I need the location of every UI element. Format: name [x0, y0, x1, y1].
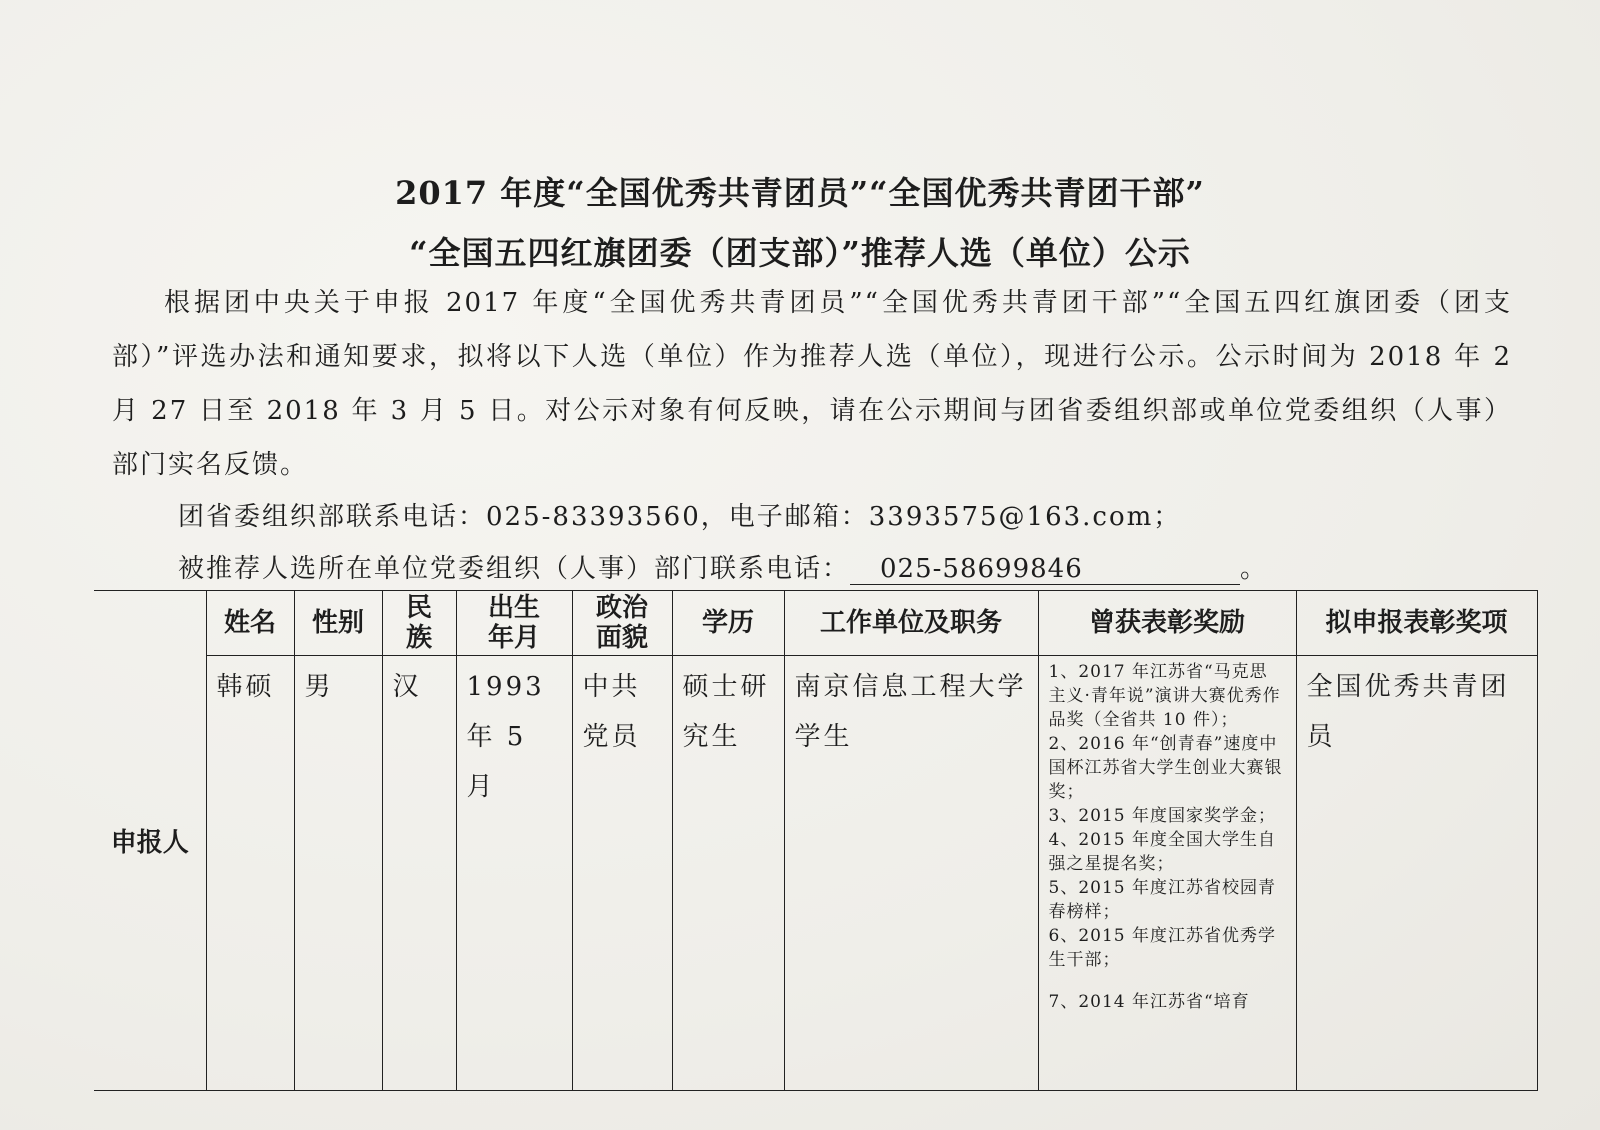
unit-contact-phone: 025-58699846 — [850, 554, 1240, 585]
award-item: 7、2014 年江苏省“培育 — [1048, 992, 1250, 1012]
cell-ethnicity: 汉 — [382, 656, 456, 1091]
award-item: 6、2015 年度江苏省优秀学生干部； — [1048, 926, 1276, 970]
table-header-row — [94, 591, 1537, 656]
cell-political: 中共党员 — [572, 656, 672, 1091]
award-item: 5、2015 年度江苏省校园青春榜样； — [1048, 878, 1276, 922]
cell-name: 韩硕 — [206, 656, 294, 1091]
header-awards: 曾获表彰奖励 — [1038, 591, 1296, 656]
award-spacer — [1049, 972, 1286, 990]
table-row — [94, 656, 1537, 1091]
unit-contact-label: 被推荐人选所在单位党委组织（人事）部门联系电话： — [178, 554, 851, 584]
award-item: 3、2015 年度国家奖学金； — [1048, 806, 1276, 826]
page-title-line1: 2017 年度“全国优秀共青团员”“全国优秀共青团干部” — [395, 174, 1205, 212]
header-name: 姓名 — [206, 591, 294, 656]
header-ethnicity: 民族 — [382, 591, 456, 656]
unit-contact-line — [178, 548, 1268, 585]
header-gender: 性别 — [294, 591, 382, 656]
header-political: 政治面貌 — [572, 591, 672, 656]
notice-paragraph: 根据团中央关于申报 2017 年度“全国优秀共青团员”“全国优秀共青团干部”“全国五四红旗团委（团支部）”评选办法和通知要求，拟将以下人选（单位）作为推荐人选（单位），现进行公示。公示时间为 2018 年 2 月 27 日至 2018 年 3 月 5 日。对公示对象有何反映，请在公示期间与团省委组织部或单位党委组织（人事）部门实名反馈。 — [112, 288, 1512, 480]
header-workplace: 工作单位及职务 — [784, 591, 1038, 656]
row-label: 申报人 — [94, 591, 206, 1091]
cell-awards — [1038, 656, 1296, 1091]
cell-birth: 1993 年 5 月 — [456, 656, 572, 1091]
cell-education: 硕士研究生 — [672, 656, 784, 1091]
award-item: 4、2015 年度全国大学生自强之星提名奖； — [1048, 830, 1276, 874]
header-proposed: 拟申报表彰奖项 — [1296, 591, 1537, 656]
header-birth: 出生年月 — [456, 591, 572, 656]
cell-gender: 男 — [294, 656, 382, 1091]
award-item: 1、2017 年江苏省“马克思主义·青年说”演讲大赛优秀作品奖（全省共 10 件）； — [1048, 662, 1281, 730]
award-item: 2、2016 年“创青春”速度中国杯江苏省大学生创业大赛银奖； — [1048, 734, 1283, 802]
cell-workplace: 南京信息工程大学学生 — [784, 656, 1038, 1091]
page-title-line2: “全国五四红旗团委（团支部）”推荐人选（单位）公示 — [409, 234, 1191, 272]
org-contact-line: 团省委组织部联系电话：025-83393560，电子邮箱：3393575@163.com； — [178, 502, 1182, 532]
unit-contact-end: 。 — [1240, 554, 1269, 584]
nominee-table — [94, 590, 1538, 1091]
header-education: 学历 — [672, 591, 784, 656]
cell-proposed: 全国优秀共青团员 — [1296, 656, 1537, 1091]
